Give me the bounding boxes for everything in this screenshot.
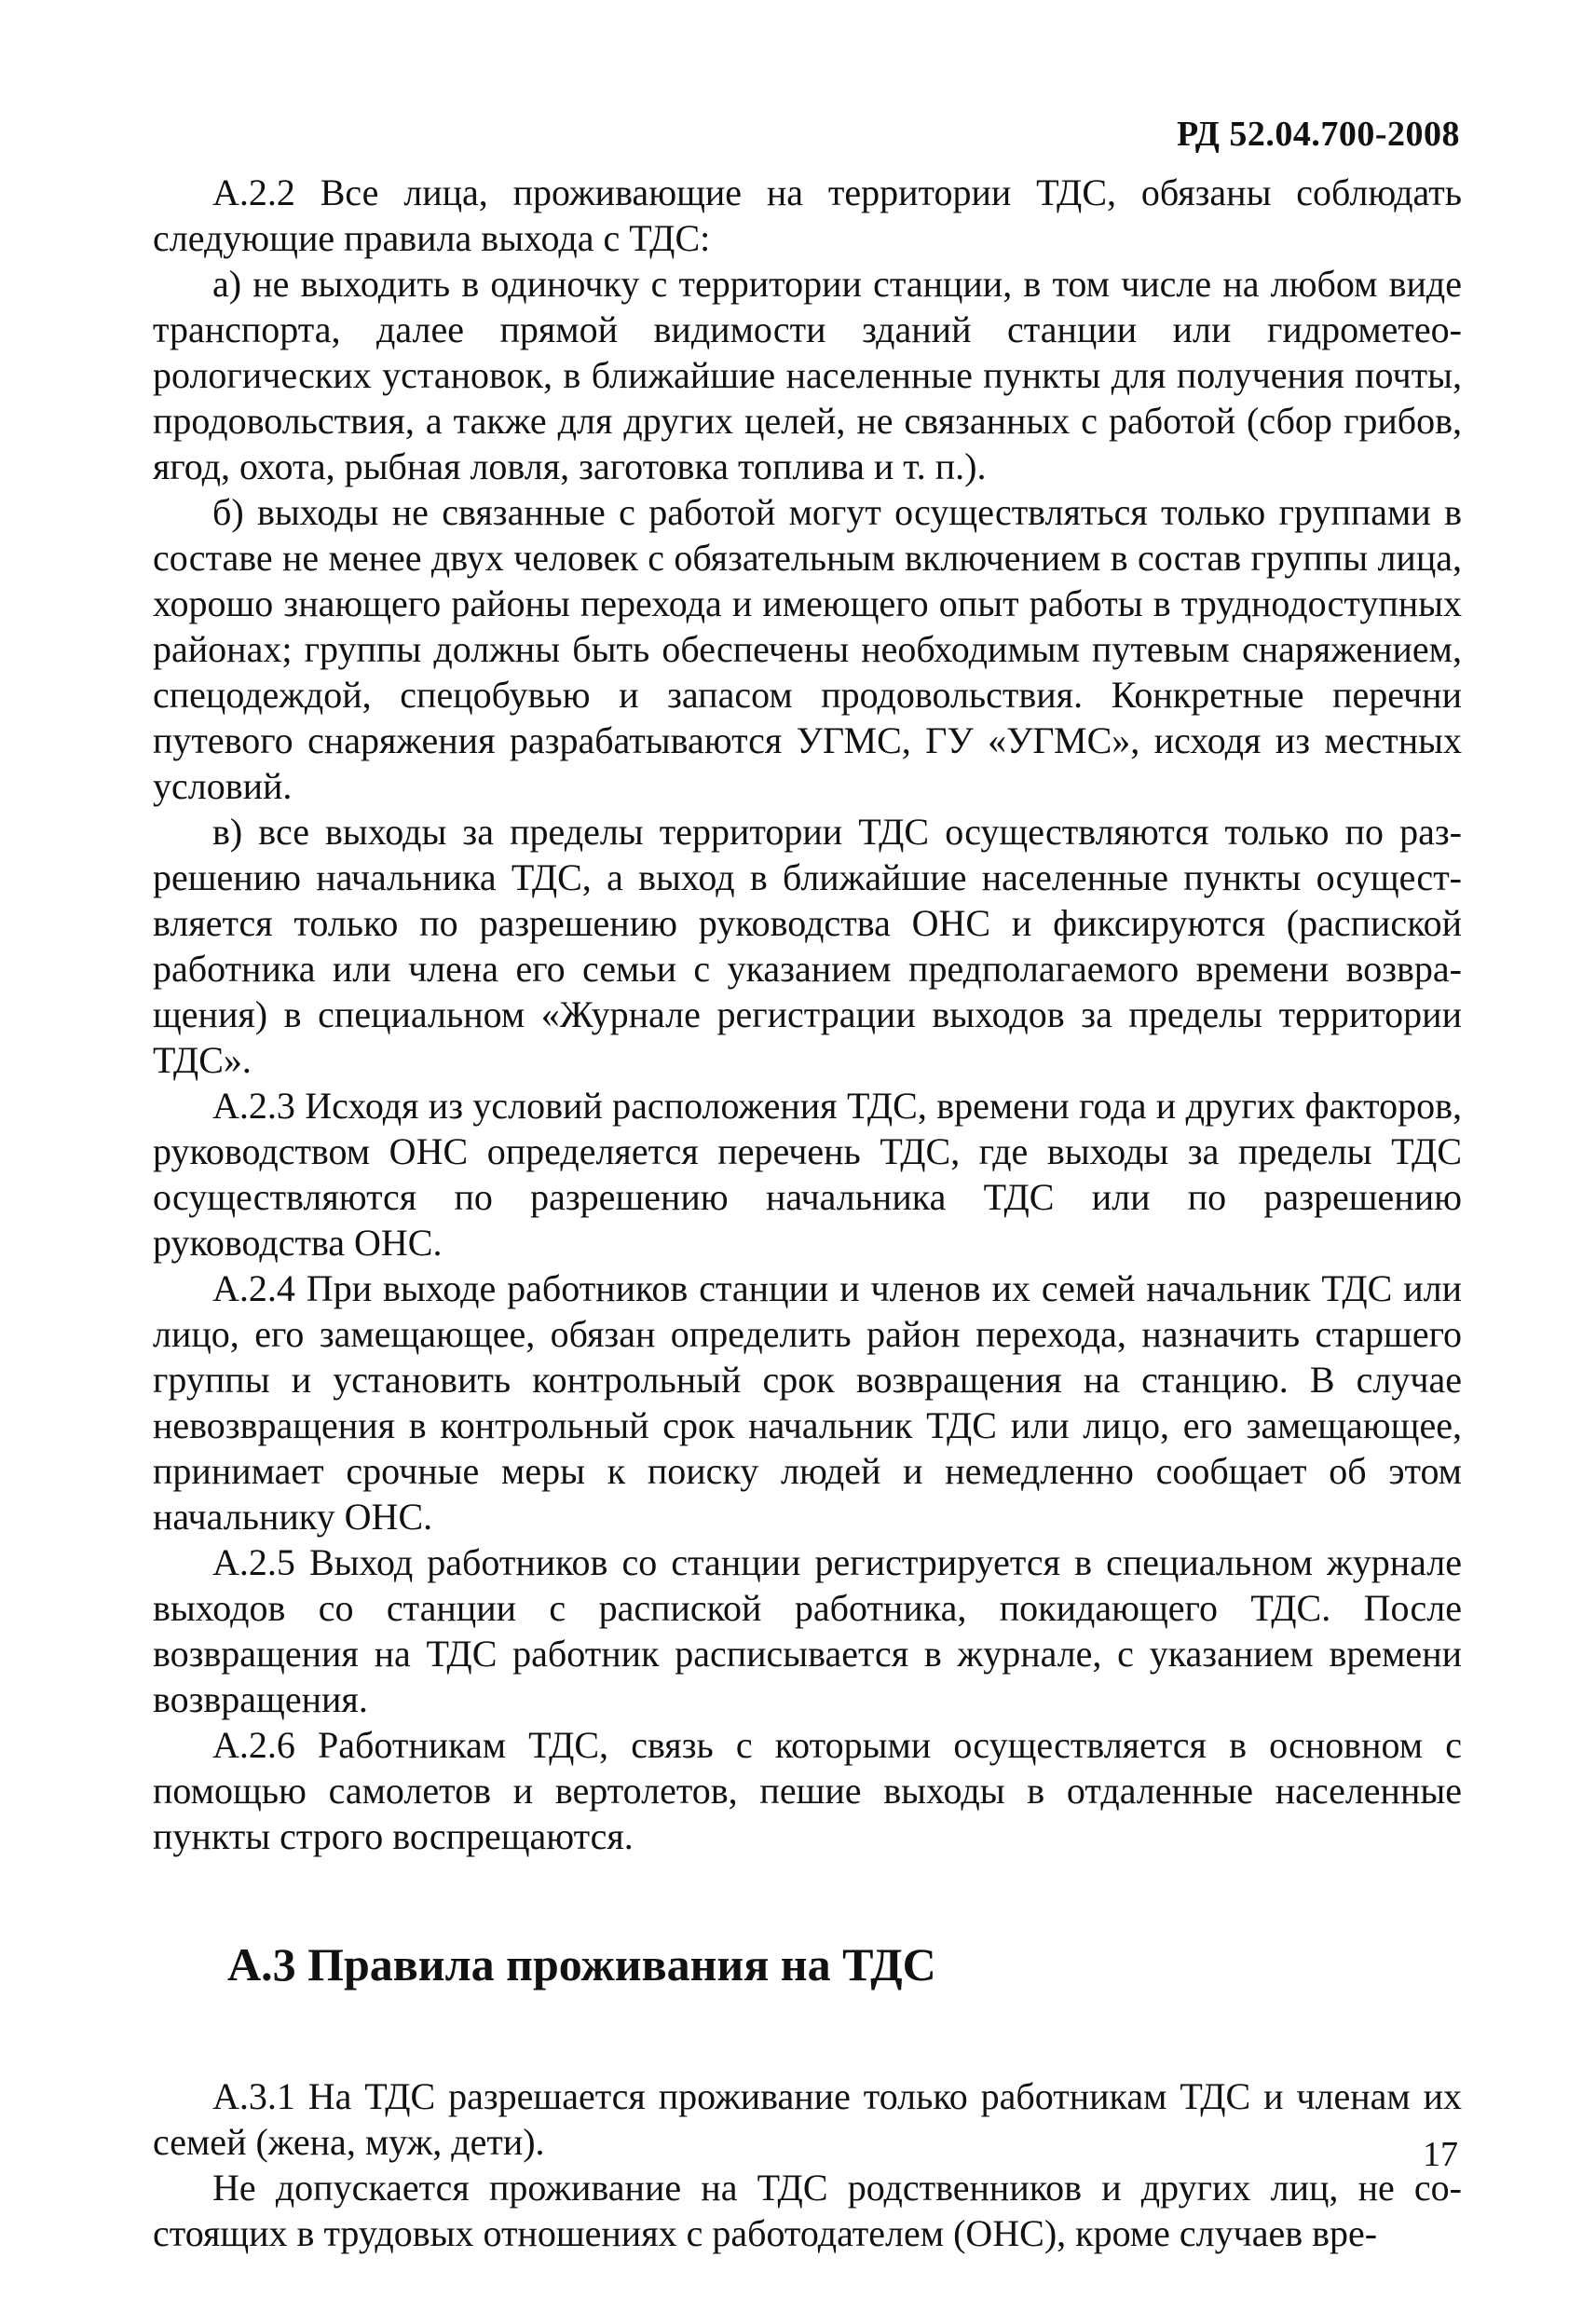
paragraph-a-2-2-a: а) не выходить в одиночку с территории станции, в том числе на любом виде транспорта, далее прямой видимости зданий станции или гидрометеорологических установок, в ближайшие населенные пункты для получения почты, продовольствия, а также для других целей, не связанных с работой (сбор грибов, ягод, охота, рыбная ловля, заготовка топлива и т. п.).	[153, 263, 1462, 487]
document-code-header: РД 52.04.700-2008	[1177, 115, 1460, 154]
page-number: 17	[1423, 2135, 1458, 2174]
paragraph-a-2-2-b: б) выходы не связанные с работой могут осуществляться только группами в составе не менее двух человек с обязательным включением в состав группы лица, хорошо знающего районы перехода и имеющего опыт работы в труднодоступных районах; группы должны быть обеспечены необходимым путевым снаряжением, спецодеждой, спецобувью и запасом продовольствия. Конкретные перечни путевого снаряжения разрабатываются УГМС, ГУ «УГМС», исходя из местных условий.	[153, 491, 1462, 807]
paragraph-a-2-4: А.2.4 При выходе работников станции и членов их семей начальник ТДС или лицо, его замещающее, обязан определить район перехода, назначить старшего группы и установить контрольный срок возвращения на станцию. В случае невозвращения в контрольный срок начальник ТДС или лицо, его замещающее, принимает срочные меры к поиску людей и немедленно сообщает об этом начальнику ОНС.	[153, 1267, 1462, 1538]
page-content	[153, 170, 1462, 2256]
paragraph-residence-restriction: Не допускается проживание на ТДС родственников и других лиц, не состоящих в трудовых отношениях с работодателем (ОНС), кроме случаев вре-	[153, 2167, 1462, 2254]
paragraph-a-2-2: А.2.2 Все лица, проживающие на территории ТДС, обязаны соблюдать следующие правила выхода с ТДС:	[153, 171, 1462, 259]
paragraph-a-2-6: А.2.6 Работникам ТДС, связь с которыми осуществляется в основном с помощью самолетов и вертолетов, пешие выходы в отдаленные населенные пункты строго воспрещаются.	[153, 1724, 1462, 1857]
paragraph-a-2-5: А.2.5 Выход работников со станции регистрируется в специальном журнале выходов со станции с распиской работника, покидающего ТДС. После возвращения на ТДС работник расписывается в журнале, с указанием времени возвращения.	[153, 1541, 1462, 1720]
section-heading-a-3: А.3 Правила проживания на ТДС	[227, 1938, 936, 1991]
paragraph-a-3-1: А.3.1 На ТДС разрешается проживание только работникам ТДС и членам их семей (жена, муж, дети).	[153, 2075, 1462, 2163]
paragraph-a-2-2-v: в) все выходы за пределы территории ТДС осуществляются только по разрешению начальника ТДС, а выход в ближайшие населенные пункты осуществляется только по разрешению руководства ОНС и фиксируются (распиской работника или члена его семьи с указанием предполагаемого времени возвращения) в специальном «Журнале регистрации выходов за пределы территории ТДС».	[153, 811, 1462, 1081]
paragraph-a-2-3: А.2.3 Исходя из условий расположения ТДС, времени года и других факторов, руководством ОНС определяется перечень ТДС, где выходы за пределы ТДС осуществляются по разрешению начальника ТДС или по разрешению руководства ОНС.	[153, 1085, 1462, 1264]
